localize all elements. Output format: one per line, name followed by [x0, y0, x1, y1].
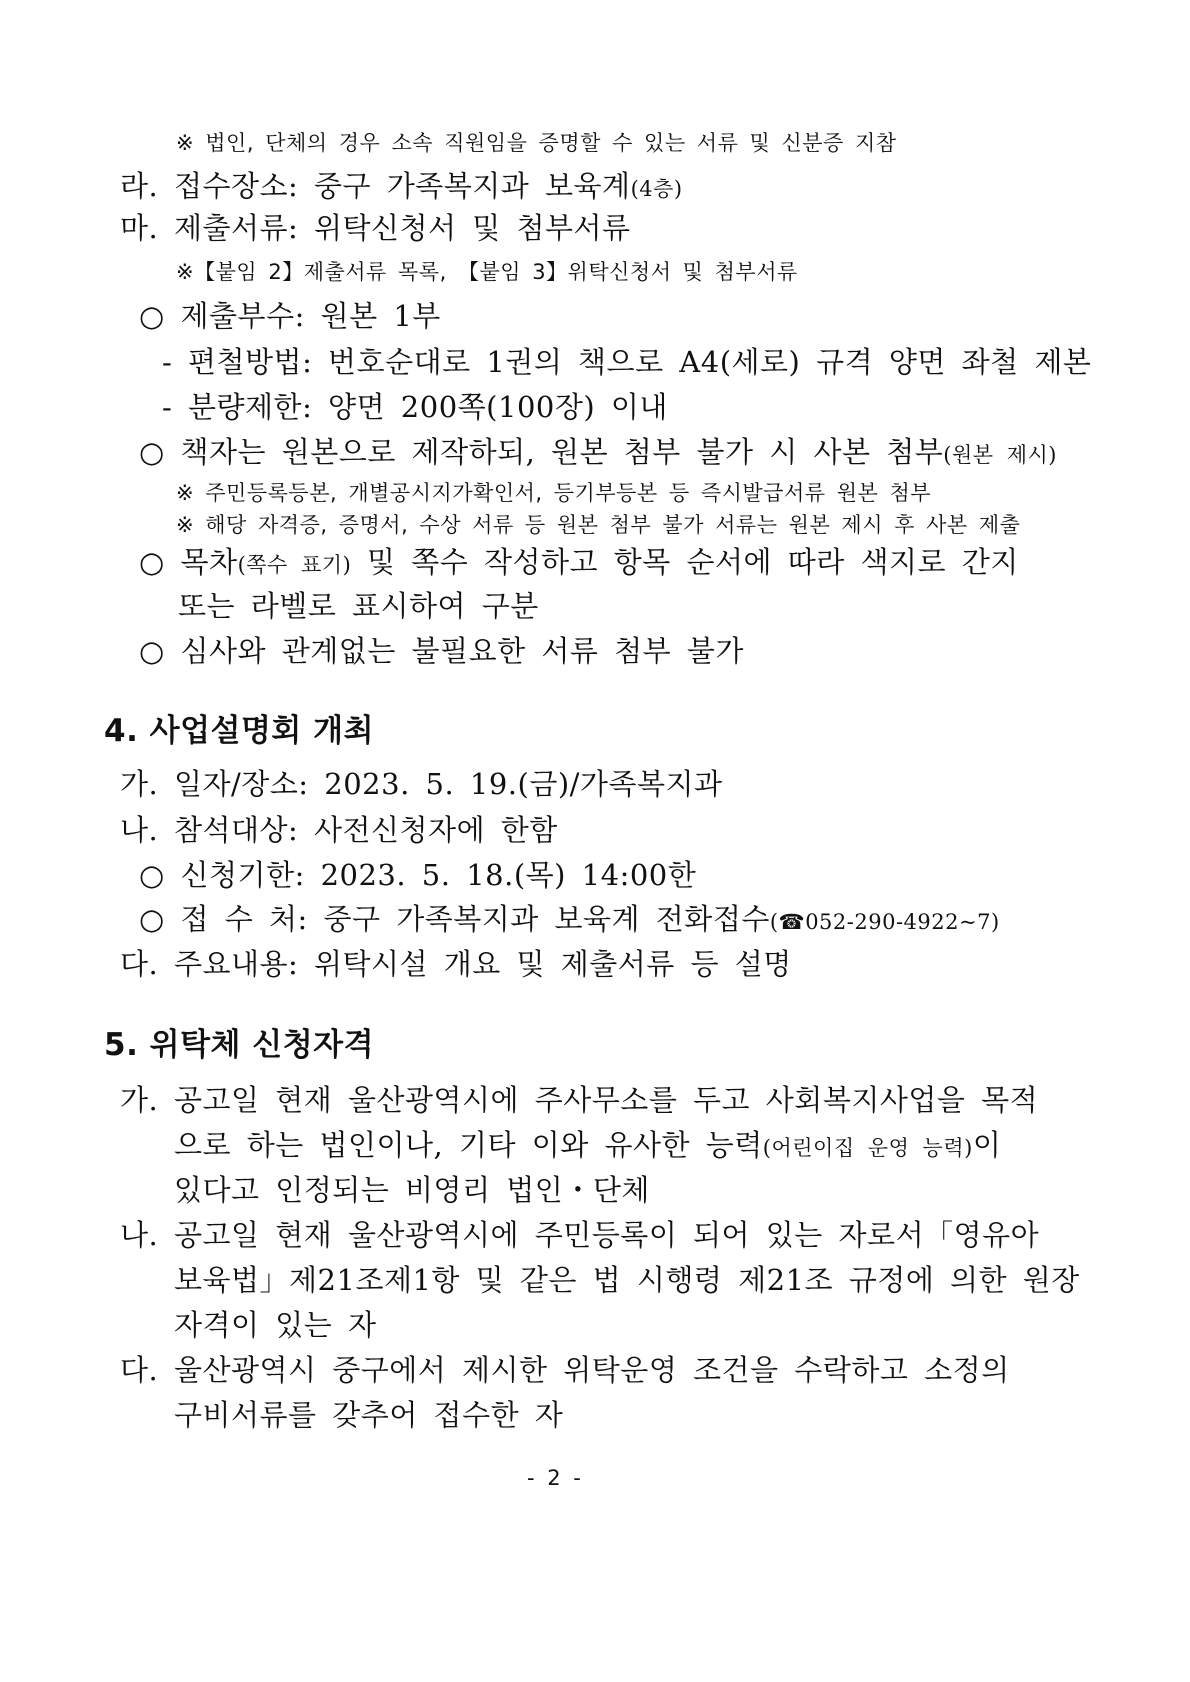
section-5-na-line-1: 나. 공고일 현재 울산광역시에 주민등록이 되어 있는 자로서「영유아 [120, 1218, 1040, 1252]
item-ra-reception-place [120, 169, 683, 203]
bullet-toc [139, 545, 1019, 579]
bullet-booklet-note: (원본 제시) [943, 443, 1058, 467]
section-4-item-ga: 가. 일자/장소: 2023. 5. 19.(금)/가족복지과 [120, 767, 723, 801]
bullet-toc-text-b: 및 쪽수 작성하고 항목 순서에 따라 색지로 간지 [351, 545, 1019, 579]
section-5-ga-line-2-text: 으로 하는 법인이나, 기타 이와 유사한 능력 [174, 1128, 763, 1162]
dash-binding-method: - 편철방법: 번호순대로 1권의 책으로 A4(세로) 규격 양면 좌철 제본 [162, 345, 1092, 379]
item-ma-documents: 마. 제출서류: 위탁신청서 및 첨부서류 [120, 211, 631, 245]
section-5-da-line-2: 구비서류를 갖추어 접수한 자 [174, 1398, 564, 1432]
note-resident-docs: ※ 주민등록등본, 개별공시지가확인서, 등기부등본 등 즉시발급서류 원본 첨부 [176, 481, 932, 505]
section-5-ga-line-2-note: (어린이집 운영 능력) [762, 1136, 973, 1160]
section-4-reception [139, 902, 1000, 936]
section-4-reception-text: ○ 접 수 처: 중구 가족복지과 보육계 전화접수 [139, 902, 770, 936]
section-5-na-line-3: 자격이 있는 자 [174, 1308, 377, 1342]
note-certificates: ※ 해당 자격증, 증명서, 수상 서류 등 원본 첨부 불가 서류는 원본 제시 후 사본 제출 [176, 513, 1021, 537]
section-4-heading: 4. 사업설명회 개최 [104, 713, 375, 749]
section-4-item-da: 다. 주요내용: 위탁시설 개요 및 제출서류 등 설명 [120, 947, 792, 981]
bullet-copies: ○ 제출부수: 원본 1부 [139, 299, 441, 333]
section-4-reception-phone: (☎052-290-4922~7) [769, 910, 1000, 934]
bullet-toc-note: (쪽수 표기) [237, 553, 352, 577]
note-attachments: ※【붙임 2】제출서류 목록, 【붙임 3】위탁신청서 및 첨부서류 [176, 260, 798, 284]
section-5-da-line-1: 다. 울산광역시 중구에서 제시한 위탁운영 조건을 수락하고 소정의 [120, 1353, 1010, 1387]
section-5-ga-line-2-end: 이 [972, 1128, 1002, 1162]
bullet-booklet [139, 435, 1058, 469]
page-number: - 2 - [527, 1466, 584, 1490]
section-4-item-na: 나. 참석대상: 사전신청자에 한함 [120, 813, 558, 847]
dash-volume-limit: - 분량제한: 양면 200쪽(100장) 이내 [162, 390, 668, 424]
item-ra-floor: (4층) [630, 177, 683, 201]
bullet-toc-text-a: ○ 목차 [139, 545, 238, 579]
bullet-unneeded-docs: ○ 심사와 관계없는 불필요한 서류 첨부 불가 [139, 634, 744, 668]
section-4-deadline: ○ 신청기한: 2023. 5. 18.(목) 14:00한 [139, 858, 697, 892]
section-5-heading: 5. 위탁체 신청자격 [104, 1027, 375, 1063]
section-5-ga-line-3: 있다고 인정되는 비영리 법인・단체 [174, 1173, 650, 1207]
item-ra-text: 라. 접수장소: 중구 가족복지과 보육계 [120, 169, 631, 203]
note-org-documents: ※ 법인, 단체의 경우 소속 직원임을 증명할 수 있는 서류 및 신분증 지참 [176, 131, 897, 155]
section-5-na-line-2: 보육법」제21조제1항 및 같은 법 시행령 제21조 규정에 의한 원장 [174, 1263, 1080, 1297]
bullet-toc-continuation: 또는 라벨로 표시하여 구분 [178, 589, 539, 623]
section-5-ga-line-2 [174, 1128, 1002, 1162]
section-5-ga-line-1: 가. 공고일 현재 울산광역시에 주사무소를 두고 사회복지사업을 목적 [120, 1083, 1039, 1117]
bullet-booklet-text: ○ 책자는 원본으로 제작하되, 원본 첨부 불가 시 사본 첨부 [139, 435, 944, 469]
